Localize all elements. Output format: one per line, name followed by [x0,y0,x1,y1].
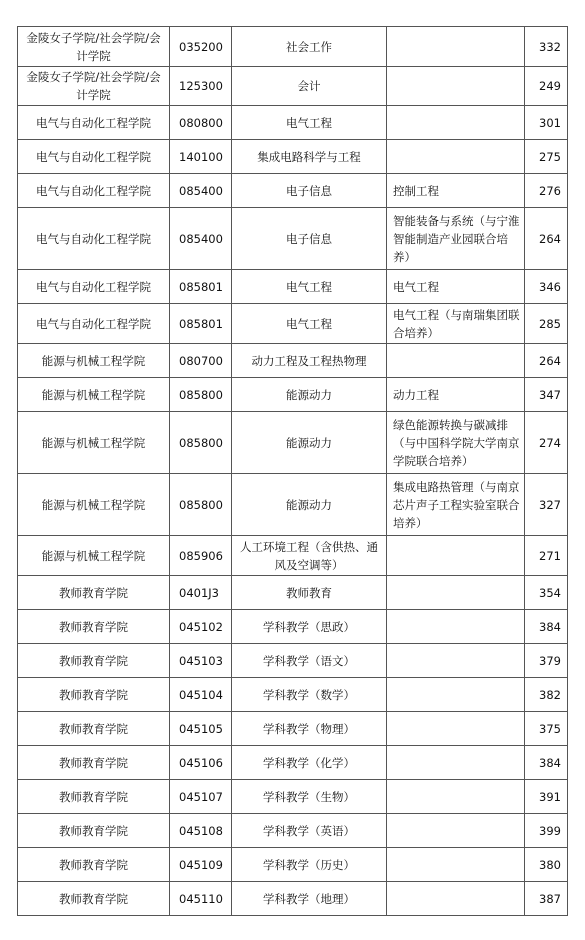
table-row [18,174,568,208]
cell-direction [387,678,525,712]
cell-score: 327 [525,474,568,536]
cell-direction [387,814,525,848]
cell-code: 035200 [170,27,232,67]
cell-major: 教师教育 [232,576,387,610]
cell-major: 能源动力 [232,378,387,412]
cell-major: 学科教学（地理） [232,882,387,916]
cell-direction: 智能装备与系统（与宁淮智能制造产业园联合培养） [387,208,525,270]
cell-college: 教师教育学院 [18,678,170,712]
cell-code: 045106 [170,746,232,780]
cell-college: 能源与机械工程学院 [18,474,170,536]
cell-major: 能源动力 [232,412,387,474]
cell-major: 学科教学（物理） [232,712,387,746]
cell-score: 285 [525,304,568,344]
cell-direction [387,882,525,916]
cell-college: 能源与机械工程学院 [18,536,170,576]
table-row [18,412,568,474]
cell-direction: 电气工程 [387,270,525,304]
cell-code: 045105 [170,712,232,746]
cell-direction [387,576,525,610]
cell-major: 电子信息 [232,208,387,270]
table-row [18,712,568,746]
cell-major: 电气工程 [232,106,387,140]
cell-code: 140100 [170,140,232,174]
cell-college: 金陵女子学院/社会学院/会计学院 [18,27,170,67]
table-row [18,378,568,412]
cell-college: 金陵女子学院/社会学院/会计学院 [18,67,170,106]
cell-score: 264 [525,208,568,270]
cell-code: 085800 [170,474,232,536]
cell-major: 社会工作 [232,27,387,67]
cell-college: 电气与自动化工程学院 [18,208,170,270]
cell-score: 332 [525,27,568,67]
score-table-container [17,26,568,916]
table-row [18,746,568,780]
cell-score: 347 [525,378,568,412]
cell-code: 045109 [170,848,232,882]
cell-direction: 绿色能源转换与碳减排（与中国科学院大学南京学院联合培养） [387,412,525,474]
table-row [18,848,568,882]
cell-college: 电气与自动化工程学院 [18,140,170,174]
cell-code: 085800 [170,378,232,412]
cell-college: 能源与机械工程学院 [18,344,170,378]
cell-major: 学科教学（语文） [232,644,387,678]
cell-major: 能源动力 [232,474,387,536]
table-row [18,106,568,140]
cell-score: 379 [525,644,568,678]
cell-direction [387,27,525,67]
cell-major: 学科教学（英语） [232,814,387,848]
cell-direction [387,67,525,106]
cell-major: 学科教学（数学） [232,678,387,712]
table-row [18,474,568,536]
table-row [18,678,568,712]
table-row [18,27,568,67]
cell-score: 382 [525,678,568,712]
cell-major: 电气工程 [232,270,387,304]
cell-code: 045102 [170,610,232,644]
table-row [18,882,568,916]
cell-major: 学科教学（化学） [232,746,387,780]
cell-college: 电气与自动化工程学院 [18,174,170,208]
cell-score: 384 [525,610,568,644]
cell-college: 教师教育学院 [18,882,170,916]
cell-college: 电气与自动化工程学院 [18,106,170,140]
cell-college: 能源与机械工程学院 [18,378,170,412]
cell-direction [387,644,525,678]
cell-direction [387,610,525,644]
cell-direction [387,780,525,814]
table-row [18,344,568,378]
table-row [18,610,568,644]
cell-score: 354 [525,576,568,610]
table-row [18,304,568,344]
table-row [18,140,568,174]
cell-code: 045108 [170,814,232,848]
cell-direction [387,712,525,746]
cell-direction [387,848,525,882]
cell-score: 264 [525,344,568,378]
table-row [18,814,568,848]
cell-college: 教师教育学院 [18,848,170,882]
cell-code: 0401J3 [170,576,232,610]
table-row [18,536,568,576]
cell-direction: 动力工程 [387,378,525,412]
cell-direction: 电气工程（与南瑞集团联合培养） [387,304,525,344]
cell-score: 380 [525,848,568,882]
table-row [18,780,568,814]
cell-score: 346 [525,270,568,304]
cell-code: 085400 [170,174,232,208]
table-row [18,644,568,678]
cell-major: 学科教学（生物） [232,780,387,814]
cell-code: 125300 [170,67,232,106]
cell-code: 085400 [170,208,232,270]
cell-score: 301 [525,106,568,140]
cell-major: 会计 [232,67,387,106]
cell-college: 电气与自动化工程学院 [18,304,170,344]
cell-score: 399 [525,814,568,848]
cell-code: 045110 [170,882,232,916]
cell-score: 375 [525,712,568,746]
cell-code: 080700 [170,344,232,378]
cell-direction [387,106,525,140]
cell-code: 085801 [170,270,232,304]
cell-score: 387 [525,882,568,916]
cell-code: 085801 [170,304,232,344]
cell-direction [387,344,525,378]
cell-direction: 集成电路热管理（与南京芯片声子工程实验室联合培养） [387,474,525,536]
cell-major: 电气工程 [232,304,387,344]
cell-major: 动力工程及工程热物理 [232,344,387,378]
cell-college: 教师教育学院 [18,780,170,814]
score-table [17,26,568,916]
cell-score: 384 [525,746,568,780]
cell-direction [387,140,525,174]
cell-major: 电子信息 [232,174,387,208]
cell-college: 教师教育学院 [18,576,170,610]
cell-score: 391 [525,780,568,814]
cell-score: 249 [525,67,568,106]
cell-college: 教师教育学院 [18,644,170,678]
cell-major: 学科教学（历史） [232,848,387,882]
cell-college: 教师教育学院 [18,746,170,780]
cell-score: 274 [525,412,568,474]
cell-major: 人工环境工程（含供热、通风及空调等） [232,536,387,576]
cell-code: 045107 [170,780,232,814]
cell-score: 275 [525,140,568,174]
table-row [18,67,568,106]
cell-college: 教师教育学院 [18,712,170,746]
cell-major: 集成电路科学与工程 [232,140,387,174]
cell-score: 271 [525,536,568,576]
table-row [18,270,568,304]
cell-score: 276 [525,174,568,208]
cell-direction [387,746,525,780]
cell-code: 085800 [170,412,232,474]
table-row [18,576,568,610]
cell-code: 080800 [170,106,232,140]
cell-direction [387,536,525,576]
cell-major: 学科教学（思政） [232,610,387,644]
cell-direction: 控制工程 [387,174,525,208]
score-table-body [18,27,568,916]
cell-code: 045103 [170,644,232,678]
table-row [18,208,568,270]
cell-code: 045104 [170,678,232,712]
cell-college: 电气与自动化工程学院 [18,270,170,304]
cell-college: 教师教育学院 [18,610,170,644]
cell-college: 教师教育学院 [18,814,170,848]
cell-college: 能源与机械工程学院 [18,412,170,474]
cell-code: 085906 [170,536,232,576]
